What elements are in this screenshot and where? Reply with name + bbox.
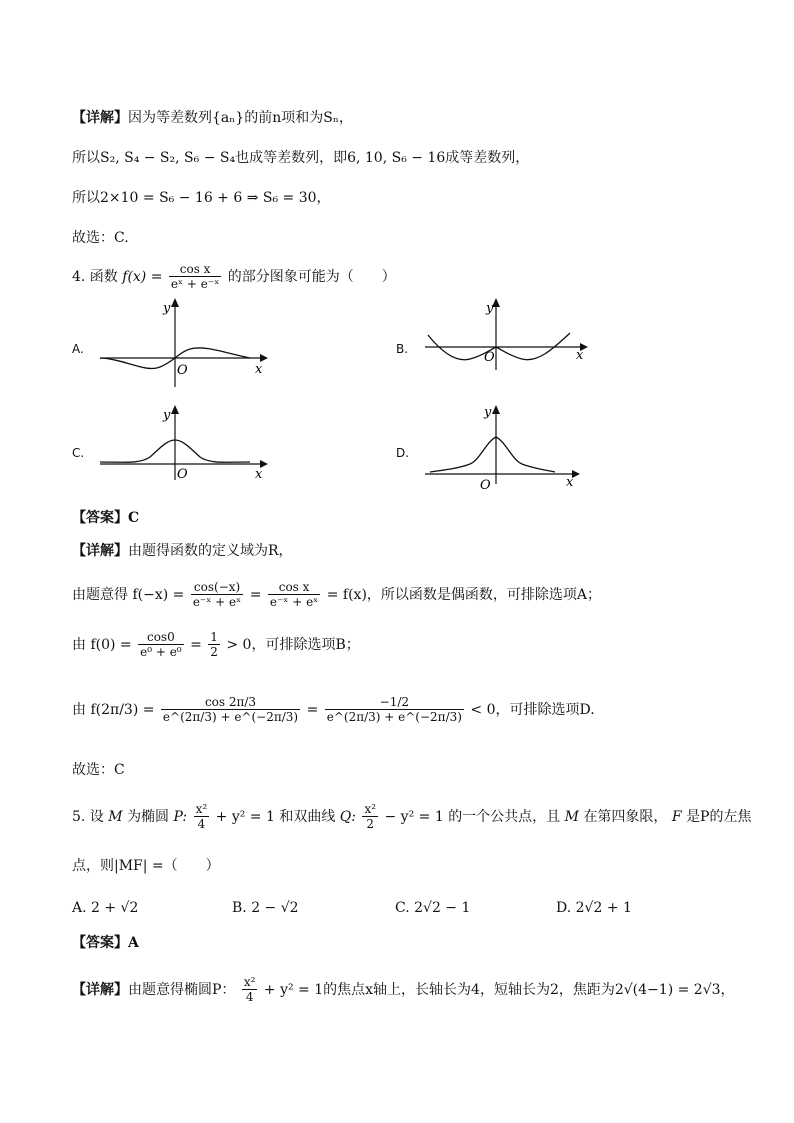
q4-fraction <box>169 262 221 292</box>
axis-x-label: x <box>566 475 574 490</box>
num: x² <box>243 975 256 989</box>
num: cos 2π/3 <box>161 695 300 710</box>
num: x² <box>195 802 208 816</box>
text: 由题意得 f(−x) = <box>72 586 185 603</box>
var-m: M <box>564 808 579 825</box>
question-5-stem-line2: 点，则|MF| =（ ） <box>72 858 220 874</box>
num: cos0 <box>138 630 184 645</box>
den: 2 <box>210 645 218 660</box>
detail-q3-line3: 所以2×10 = S₆ − 16 + 6 ⇒ S₆ = 30， <box>72 190 331 206</box>
option-c-label: C. <box>72 446 85 460</box>
text: 由 f(0) = <box>72 636 132 653</box>
fraction <box>325 695 464 725</box>
text: = <box>249 586 262 603</box>
text: + y² = 1的焦点x轴上，长轴长为4，短轴长为2，焦距为2√(4−1) = 2√3， <box>263 981 735 998</box>
den: e⁰ + e⁰ <box>140 645 182 660</box>
fraction <box>268 580 320 610</box>
detail-tag: 【详解】 <box>72 981 128 998</box>
origin-label: O <box>484 350 495 365</box>
detail-tag: 【详解】 <box>72 110 128 126</box>
den: e⁻ˣ + eˣ <box>269 595 319 610</box>
text: 为椭圆 <box>127 808 170 825</box>
text: = <box>190 636 202 653</box>
var-q: Q: <box>339 808 356 825</box>
option-label: B. <box>232 900 247 916</box>
option-label: A. <box>72 900 87 916</box>
answer-tag: 【答案】 <box>72 935 128 951</box>
q4-prefix: 4. 函数 <box>72 268 118 285</box>
text: 5. 设 <box>72 808 104 825</box>
text: 和双曲线 <box>279 808 336 825</box>
q4-den: eˣ + e⁻ˣ <box>170 277 220 292</box>
var-f: F <box>671 808 682 825</box>
answer-value: A <box>128 935 139 951</box>
option-value: 2 + √2 <box>91 900 139 916</box>
axis-y-label: y <box>163 408 171 423</box>
detail-text: 由题得函数的定义域为R， <box>128 543 293 559</box>
option-a-label: A. <box>72 342 84 356</box>
detail-text: 因为等差数列{aₙ}的前n项和为Sₙ， <box>128 110 353 126</box>
q5-option-b <box>232 900 299 917</box>
origin-label: O <box>480 478 491 492</box>
detail-q3-line1 <box>72 110 353 127</box>
fraction <box>138 630 184 660</box>
option-a-graph <box>95 295 270 390</box>
axis-x-label: x <box>576 348 584 363</box>
num: cos x <box>268 580 320 595</box>
q5-option-c <box>395 900 470 917</box>
detail-q3-line2: 所以S₂, S₄ − S₂, S₆ − S₄也成等差数列，即6, 10, S₆ − 16成等差数列， <box>72 150 530 166</box>
den: 4 <box>197 817 206 832</box>
text: 在第四象限， <box>583 808 668 825</box>
axis-x-label: x <box>255 467 263 482</box>
q5-option-d <box>556 900 632 917</box>
origin-label: O <box>177 363 188 378</box>
text: 由 f(2π/3) = <box>72 701 155 718</box>
den: e^(2π/3) + e^(−2π/3) <box>162 710 299 725</box>
text: = <box>306 701 319 718</box>
detail-q4-line2 <box>72 580 601 610</box>
fraction <box>208 630 220 660</box>
detail-tag: 【详解】 <box>72 543 128 559</box>
origin-label: O <box>177 467 188 482</box>
option-value: 2√2 + 1 <box>575 900 632 916</box>
answer-value: C <box>128 510 140 526</box>
question-5-stem-line1 <box>72 802 751 832</box>
detail-q4-line1 <box>72 543 293 560</box>
text: < 0，可排除选项D. <box>470 701 595 718</box>
axis-y-label: y <box>484 405 492 420</box>
text: > 0，可排除选项B； <box>226 636 360 653</box>
option-c-graph <box>95 402 270 482</box>
q5-option-a <box>72 900 138 917</box>
axis-x-label: x <box>255 362 263 377</box>
detail-q3-line4: 故选：C. <box>72 230 129 246</box>
option-value: 2√2 − 1 <box>414 900 471 916</box>
fraction <box>191 580 243 610</box>
option-label: C. <box>395 900 410 916</box>
option-value: 2 − √2 <box>251 900 299 916</box>
num: −1/2 <box>325 695 464 710</box>
den: e⁻ˣ + eˣ <box>192 595 242 610</box>
text: − y² = 1 <box>384 808 444 825</box>
option-b-label: B. <box>396 342 409 356</box>
den: 4 <box>245 990 254 1005</box>
option-d-label: D. <box>396 446 410 460</box>
detail-q5-line1 <box>72 975 735 1005</box>
den: 2 <box>366 817 375 832</box>
fraction <box>242 975 258 1005</box>
detail-q4-line3 <box>72 630 360 660</box>
q4-suffix: 的部分图象可能为（ ） <box>227 268 396 285</box>
text: 的一个公共点，且 <box>448 808 561 825</box>
text: = f(x)，所以函数是偶函数，可排除选项A； <box>326 586 602 603</box>
option-label: D. <box>556 900 572 916</box>
q4-num: cos x <box>169 262 221 277</box>
fraction <box>362 802 378 832</box>
num: 1 <box>210 630 218 644</box>
fraction <box>161 695 300 725</box>
q4-fx: f(x) = <box>122 268 163 285</box>
option-b-graph <box>420 295 595 375</box>
axis-y-label: y <box>163 301 171 316</box>
var-p: P: <box>173 808 188 825</box>
text: 由题意得椭圆P： <box>128 981 236 998</box>
detail-q4-line5: 故选：C <box>72 762 125 778</box>
option-d-graph <box>420 402 590 492</box>
num: x² <box>364 802 377 816</box>
num: cos(−x) <box>191 580 243 595</box>
question-4-stem <box>72 262 396 292</box>
answer-4 <box>72 510 139 527</box>
answer-tag: 【答案】 <box>72 510 128 526</box>
axis-y-label: y <box>486 301 494 316</box>
detail-q4-line4 <box>72 695 595 725</box>
var-m: M <box>108 808 123 825</box>
den: e^(2π/3) + e^(−2π/3) <box>326 710 462 725</box>
text: 是P的左焦 <box>686 808 752 825</box>
text: + y² = 1 <box>215 808 275 825</box>
answer-5 <box>72 935 139 952</box>
fraction <box>194 802 210 832</box>
